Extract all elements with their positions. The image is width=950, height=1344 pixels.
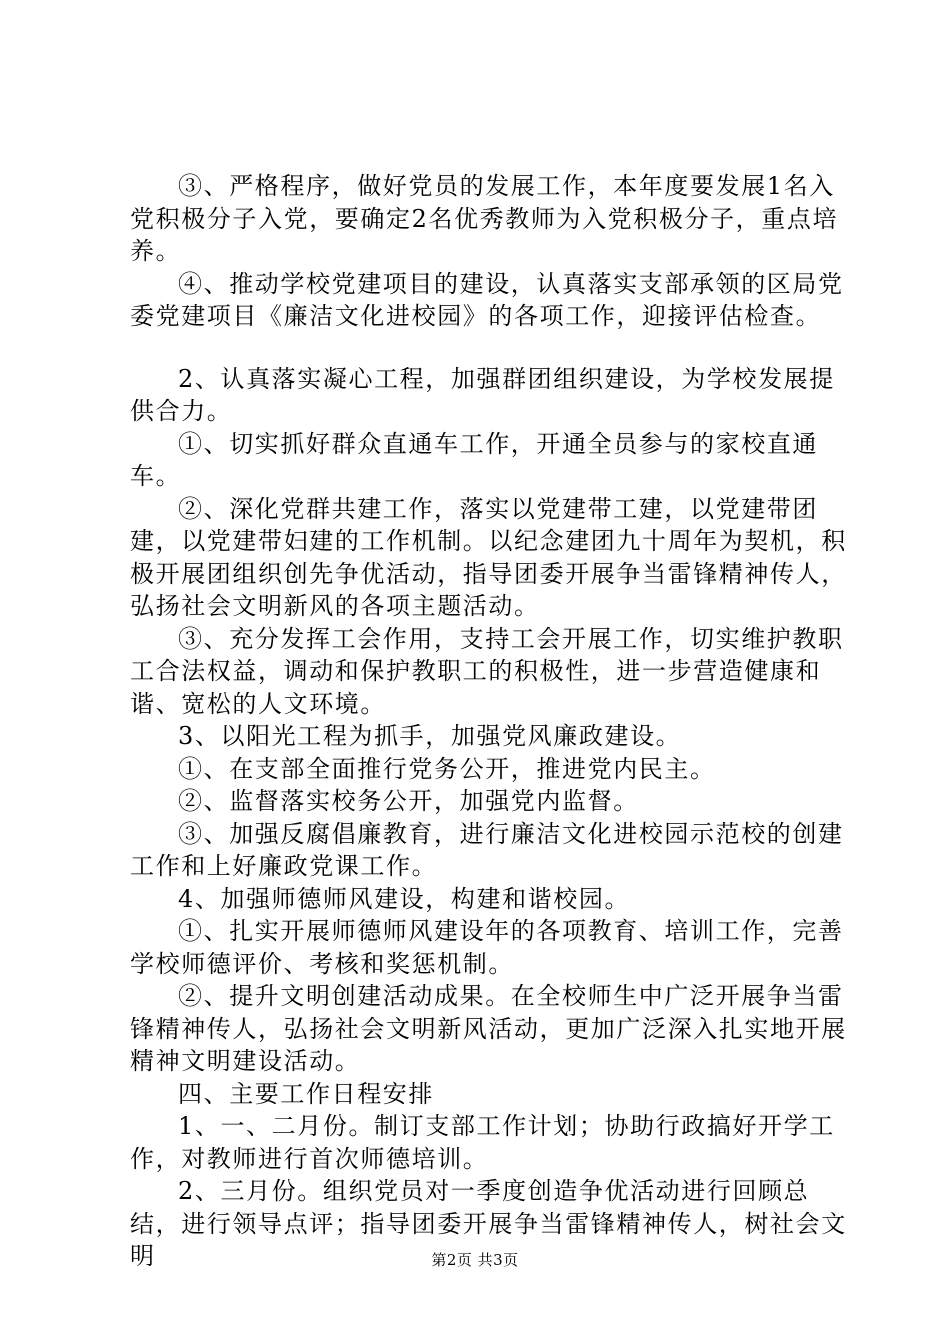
paragraph-section-3-heading: 3、以阳光工程为抓手，加强党风廉政建设。 bbox=[178, 722, 682, 750]
paragraph-section-3-item-1: ①、在支部全面推行党务公开，推进党内民主。 bbox=[178, 754, 716, 783]
paragraph-section-4-item-2: ②、提升文明创建活动成果。在全校师生中广泛开展争当雷锋精神传人，弘扬社会文明新风活动，更加广泛深入扎实地开展精神文明建设活动。 bbox=[130, 982, 847, 1075]
document-body bbox=[130, 170, 860, 1273]
paragraph-section-3-item-3: ③、加强反腐倡廉教育，进行廉洁文化进校园示范校的创建工作和上好廉政党课工作。 bbox=[130, 819, 844, 880]
paragraph-item-3-dev-members: ③、严格程序，做好党员的发展工作，本年度要发展1名入党积极分子入党，要确定2名优秀教师为入党积极分子，重点培养。 bbox=[130, 172, 839, 265]
paragraph-section-2-item-3: ③、充分发挥工会作用，支持工会开展工作，切实维护教职工合法权益，调动和保护教职工的积极性，进一步营造健康和谐、宽松的人文环境。 bbox=[130, 624, 844, 718]
paragraph-section-2-heading: 2、认真落实凝心工程，加强群团组织建设，为学校发展提供合力。 bbox=[130, 364, 835, 425]
paragraph-section-3-item-2: ②、监督落实校务公开，加强党内监督。 bbox=[178, 787, 639, 815]
page-number-footer: 第2页 共3页 bbox=[431, 1251, 519, 1269]
paragraph-item-4-party-project: ④、推动学校党建项目的建设，认真落实支部承领的区局党委党建项目《廉洁文化进校园》的各项工作，迎接评估检查。 bbox=[130, 269, 844, 330]
paragraph-section-2-item-1: ①、切实抓好群众直通车工作，开通全员参与的家校直通车。 bbox=[130, 429, 818, 490]
paragraph-section-2-item-2: ②、深化党群共建工作，落实以党建带工建，以党建带团建，以党建带妇建的工作机制。以纪念建团九十周年为契机，积极开展团组织创先争优活动，指导团委开展争当雷锋精神传人，弘扬社会文明新风的各项主题活动。 bbox=[130, 494, 847, 620]
paragraph-section-4-item-1: ①、扎实开展师德师风建设年的各项教育、培训工作，完善学校师德评价、考核和奖惩机制。 bbox=[130, 917, 844, 978]
paragraph-schedule-jan-feb: 1、一、二月份。制订支部工作计划；协助行政搞好开学工作，对教师进行首次师德培训。 bbox=[130, 1112, 835, 1173]
paragraph-section-4-heading: 4、加强师德师风建设，构建和谐校园。 bbox=[178, 884, 631, 913]
paragraph-schedule-heading: 四、主要工作日程安排 bbox=[178, 1079, 434, 1108]
paragraph-schedule-march: 2、三月份。组织党员对一季度创造争优活动进行回顾总结，进行领导点评；指导团委开展争当雷锋精神传人，树社会文明 bbox=[130, 1177, 847, 1270]
